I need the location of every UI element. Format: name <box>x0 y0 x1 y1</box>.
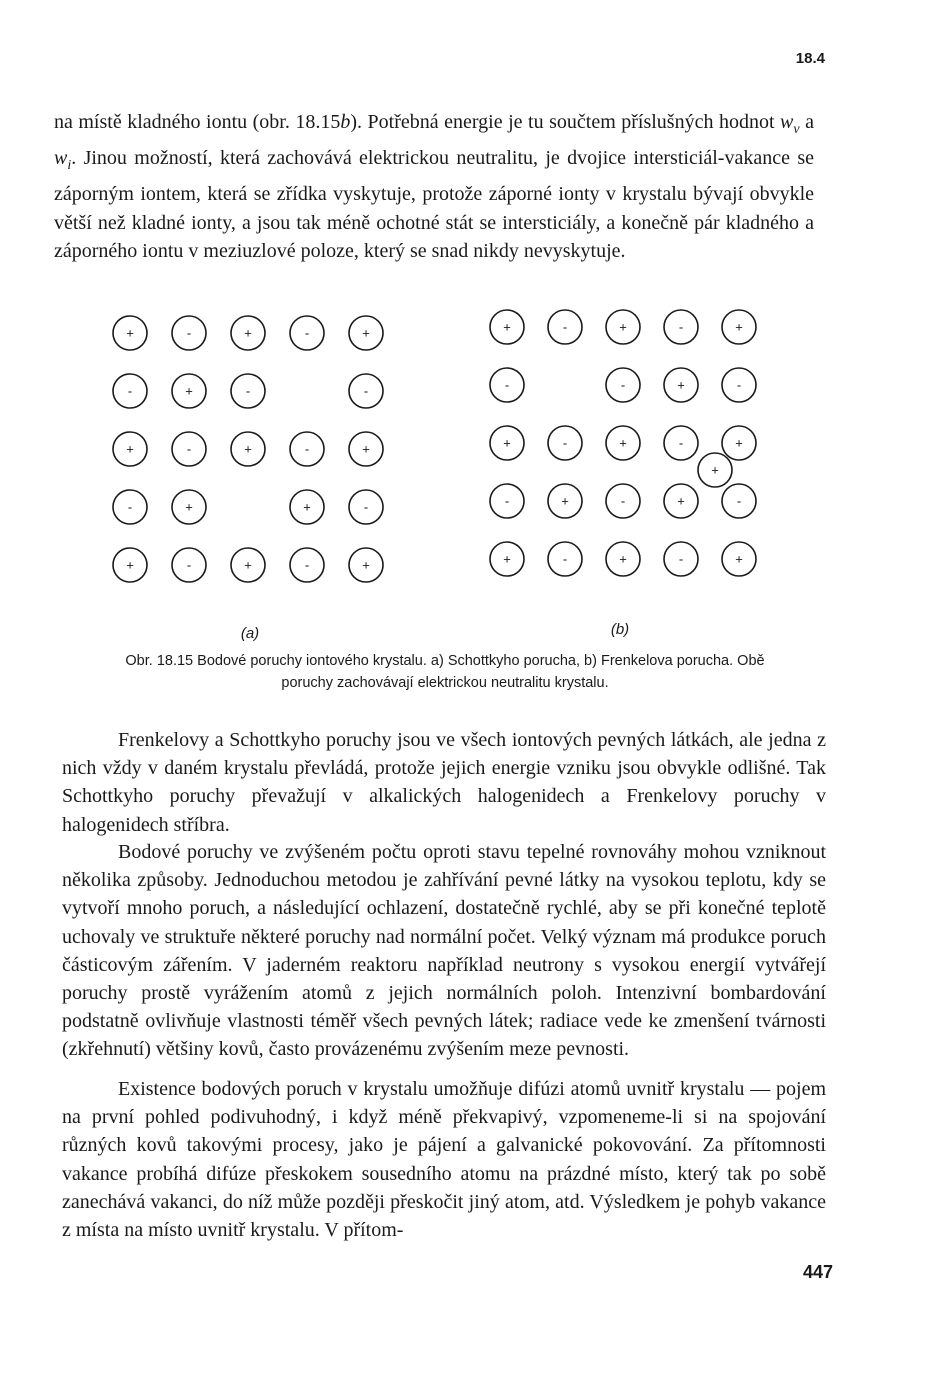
positive-ion <box>349 548 383 582</box>
positive-ion <box>349 316 383 350</box>
positive-ion <box>606 310 640 344</box>
ion-charge-label: + <box>244 325 252 341</box>
negative-ion <box>548 542 582 576</box>
ion-charge-label: - <box>186 441 192 457</box>
positive-ion <box>606 426 640 460</box>
negative-ion <box>172 548 206 582</box>
negative-ion <box>490 368 524 402</box>
text-run: . Jinou možností, která zachovává elektrickou neutralitu, je dvojice intersticiál-vakance se záporným iontem, která se zřídka vyskytuje, protože záporné ionty v krystalu bývají obvykle větší než kladné ionty, a jsou tak méně ochotné stát se intersticiály, a konečně pár kladného a záporného iontu v meziuzlové poloze, který se snad nikdy nevyskytuje. <box>54 147 814 262</box>
ion-charge-label: - <box>245 383 251 399</box>
symbol-w: w <box>780 111 794 133</box>
ion-charge-label: + <box>244 557 252 573</box>
positive-ion <box>548 484 582 518</box>
ion-charge-label: - <box>620 377 626 393</box>
positive-ion <box>113 432 147 466</box>
positive-ion <box>113 548 147 582</box>
figure-caption <box>60 650 830 694</box>
negative-ion <box>664 426 698 460</box>
positive-ion <box>290 490 324 524</box>
negative-ion <box>606 484 640 518</box>
ion-charge-label: - <box>562 435 568 451</box>
positive-ion <box>172 374 206 408</box>
ion-charge-label: + <box>362 325 370 341</box>
positive-ion <box>172 490 206 524</box>
positive-ion <box>490 542 524 576</box>
positive-ion <box>664 484 698 518</box>
text-run: na místě kladného iontu (obr. 18.15 <box>54 111 341 133</box>
ion-charge-label: - <box>562 551 568 567</box>
positive-ion <box>349 432 383 466</box>
negative-ion <box>722 484 756 518</box>
negative-ion <box>349 374 383 408</box>
ion-charge-label: - <box>678 319 684 335</box>
ion-charge-label: + <box>735 435 743 451</box>
ion-charge-label: + <box>503 551 511 567</box>
paragraph: Bodové poruchy ve zvýšeném počtu oproti stavu tepelné rovnováhy mohou vzniknout několika způsoby. Jednoduchou metodou je zahřívání pevné látky na vysokou teplotu, kdy se vytvoří mnoho poruch, a následující ochlazení, dostatečně rychlé, aby se při konečné teplotě uchovaly ve struktuře některé poruchy nad normální počet. Velký význam má produkce poruch částicovým zářením. V jaderném reaktoru například neutrony s vysokou energií vytvářejí poruchy prostě vyrážením atomů z jejich normálních poloh. Intenzivní bombardování podstatně ovlivňuje vlastnosti téměř všech pevných látek; radiace vede ke zmenšení tvárnosti (zkřehnutí) většiny kovů, často provázenému zvýšením meze pevnosti. <box>62 841 826 1061</box>
ion-charge-label: - <box>186 325 192 341</box>
negative-ion <box>113 490 147 524</box>
ion-charge-label: - <box>304 557 310 573</box>
ion-charge-label: + <box>619 435 627 451</box>
negative-ion <box>606 368 640 402</box>
negative-ion <box>664 310 698 344</box>
ion-charge-label: + <box>619 551 627 567</box>
negative-ion <box>722 368 756 402</box>
sublabel-a: (a) <box>240 625 260 642</box>
ion-charge-label: + <box>126 557 134 573</box>
positive-ion <box>722 426 756 460</box>
ion-charge-label: + <box>303 499 311 515</box>
ion-charge-label: + <box>503 319 511 335</box>
subscript-v: v <box>793 122 800 137</box>
lattice-schottky <box>113 316 383 582</box>
section-number: 18.4 <box>795 50 825 67</box>
negative-ion <box>172 316 206 350</box>
ion-charge-label: - <box>304 325 310 341</box>
positive-ion <box>231 548 265 582</box>
ion-charge-label: + <box>735 319 743 335</box>
ion-charge-label: + <box>561 493 569 509</box>
positive-ion <box>722 310 756 344</box>
interstitial-ion <box>698 453 732 487</box>
ion-charge-label: - <box>504 493 510 509</box>
ion-charge-label: + <box>185 383 193 399</box>
positive-ion <box>722 542 756 576</box>
lattice-frenkel <box>490 310 756 576</box>
positive-ion <box>490 310 524 344</box>
positive-ion <box>113 316 147 350</box>
ion-charge-label: - <box>678 435 684 451</box>
paragraph: Frenkelovy a Schottkyho poruchy jsou ve všech iontových pevných látkách, ale jedna z nich vždy v daném krystalu převládá, protože jejich energie vzniku jsou obvykle odlišné. Tak Schottkyho poruchy převažují v alkalických halogenidech a Frenkelovy poruchy v halogenidech stříbra. <box>62 729 826 836</box>
ion-charge-label: + <box>711 462 719 478</box>
negative-ion <box>231 374 265 408</box>
ion-charge-label: + <box>677 377 685 393</box>
paragraph: Existence bodových poruch v krystalu umožňuje difúzi atomů uvnitř krystalu — pojem na první pohled podivuhodný, i když méně překvapivý, vzpomeneme-li si na spojování různých kovů takovými procesy, jako je pájení a galvanické pokovování. Za přítomnosti vakance probíhá difúze přeskokem sousedního atomu na prázdné místo, který tak po sobě zanechává vakanci, do níž může později přeskočit jiný atom, atd. Výsledkem je pohyb vakance z místa na místo uvnitř krystalu. V přítom- <box>62 1078 826 1242</box>
negative-ion <box>548 310 582 344</box>
negative-ion <box>290 316 324 350</box>
negative-ion <box>664 542 698 576</box>
text-run: ). Potřebná energie je tu součtem příslušných hodnot <box>350 111 781 133</box>
positive-ion <box>231 432 265 466</box>
ion-charge-label: - <box>186 557 192 573</box>
ion-charge-label: + <box>735 551 743 567</box>
caption-line: poruchy zachovávají elektrickou neutralitu krystalu. <box>281 675 609 691</box>
negative-ion <box>290 432 324 466</box>
negative-ion <box>490 484 524 518</box>
negative-ion <box>113 374 147 408</box>
ion-charge-label: - <box>363 383 369 399</box>
symbol-w: w <box>54 147 68 170</box>
ion-charge-label: - <box>504 377 510 393</box>
ion-charge-label: - <box>127 499 133 515</box>
subscript-i: i <box>67 158 72 174</box>
negative-ion <box>290 548 324 582</box>
ion-charge-label: + <box>362 441 370 457</box>
ion-charge-label: - <box>736 493 742 509</box>
sublabel-b: (b) <box>610 621 630 638</box>
ion-charge-label: + <box>244 441 252 457</box>
negative-ion <box>349 490 383 524</box>
paragraph-top <box>54 108 814 265</box>
positive-ion <box>490 426 524 460</box>
ion-charge-label: + <box>619 319 627 335</box>
page-number: 447 <box>802 1262 833 1282</box>
text-run: a <box>799 111 814 133</box>
caption-line: Obr. 18.15 Bodové poruchy iontového krystalu. a) Schottkyho porucha, b) Frenkelova porucha. Obě <box>125 653 765 669</box>
ion-charge-label: - <box>736 377 742 393</box>
negative-ion <box>172 432 206 466</box>
positive-ion <box>606 542 640 576</box>
ion-charge-label: + <box>677 493 685 509</box>
ion-charge-label: + <box>126 325 134 341</box>
positive-ion <box>231 316 265 350</box>
ion-charge-label: - <box>127 383 133 399</box>
ion-charge-label: - <box>620 493 626 509</box>
ion-charge-label: - <box>363 499 369 515</box>
text-run-italic: b <box>340 111 351 133</box>
negative-ion <box>548 426 582 460</box>
ion-charge-label: + <box>126 441 134 457</box>
positive-ion <box>664 368 698 402</box>
ion-charge-label: - <box>678 551 684 567</box>
ion-charge-label: - <box>304 441 310 457</box>
ion-charge-label: + <box>362 557 370 573</box>
ion-charge-label: - <box>562 319 568 335</box>
ion-charge-label: + <box>503 435 511 451</box>
ion-charge-label: + <box>185 499 193 515</box>
figure-ionic-crystal-defects <box>100 298 780 643</box>
